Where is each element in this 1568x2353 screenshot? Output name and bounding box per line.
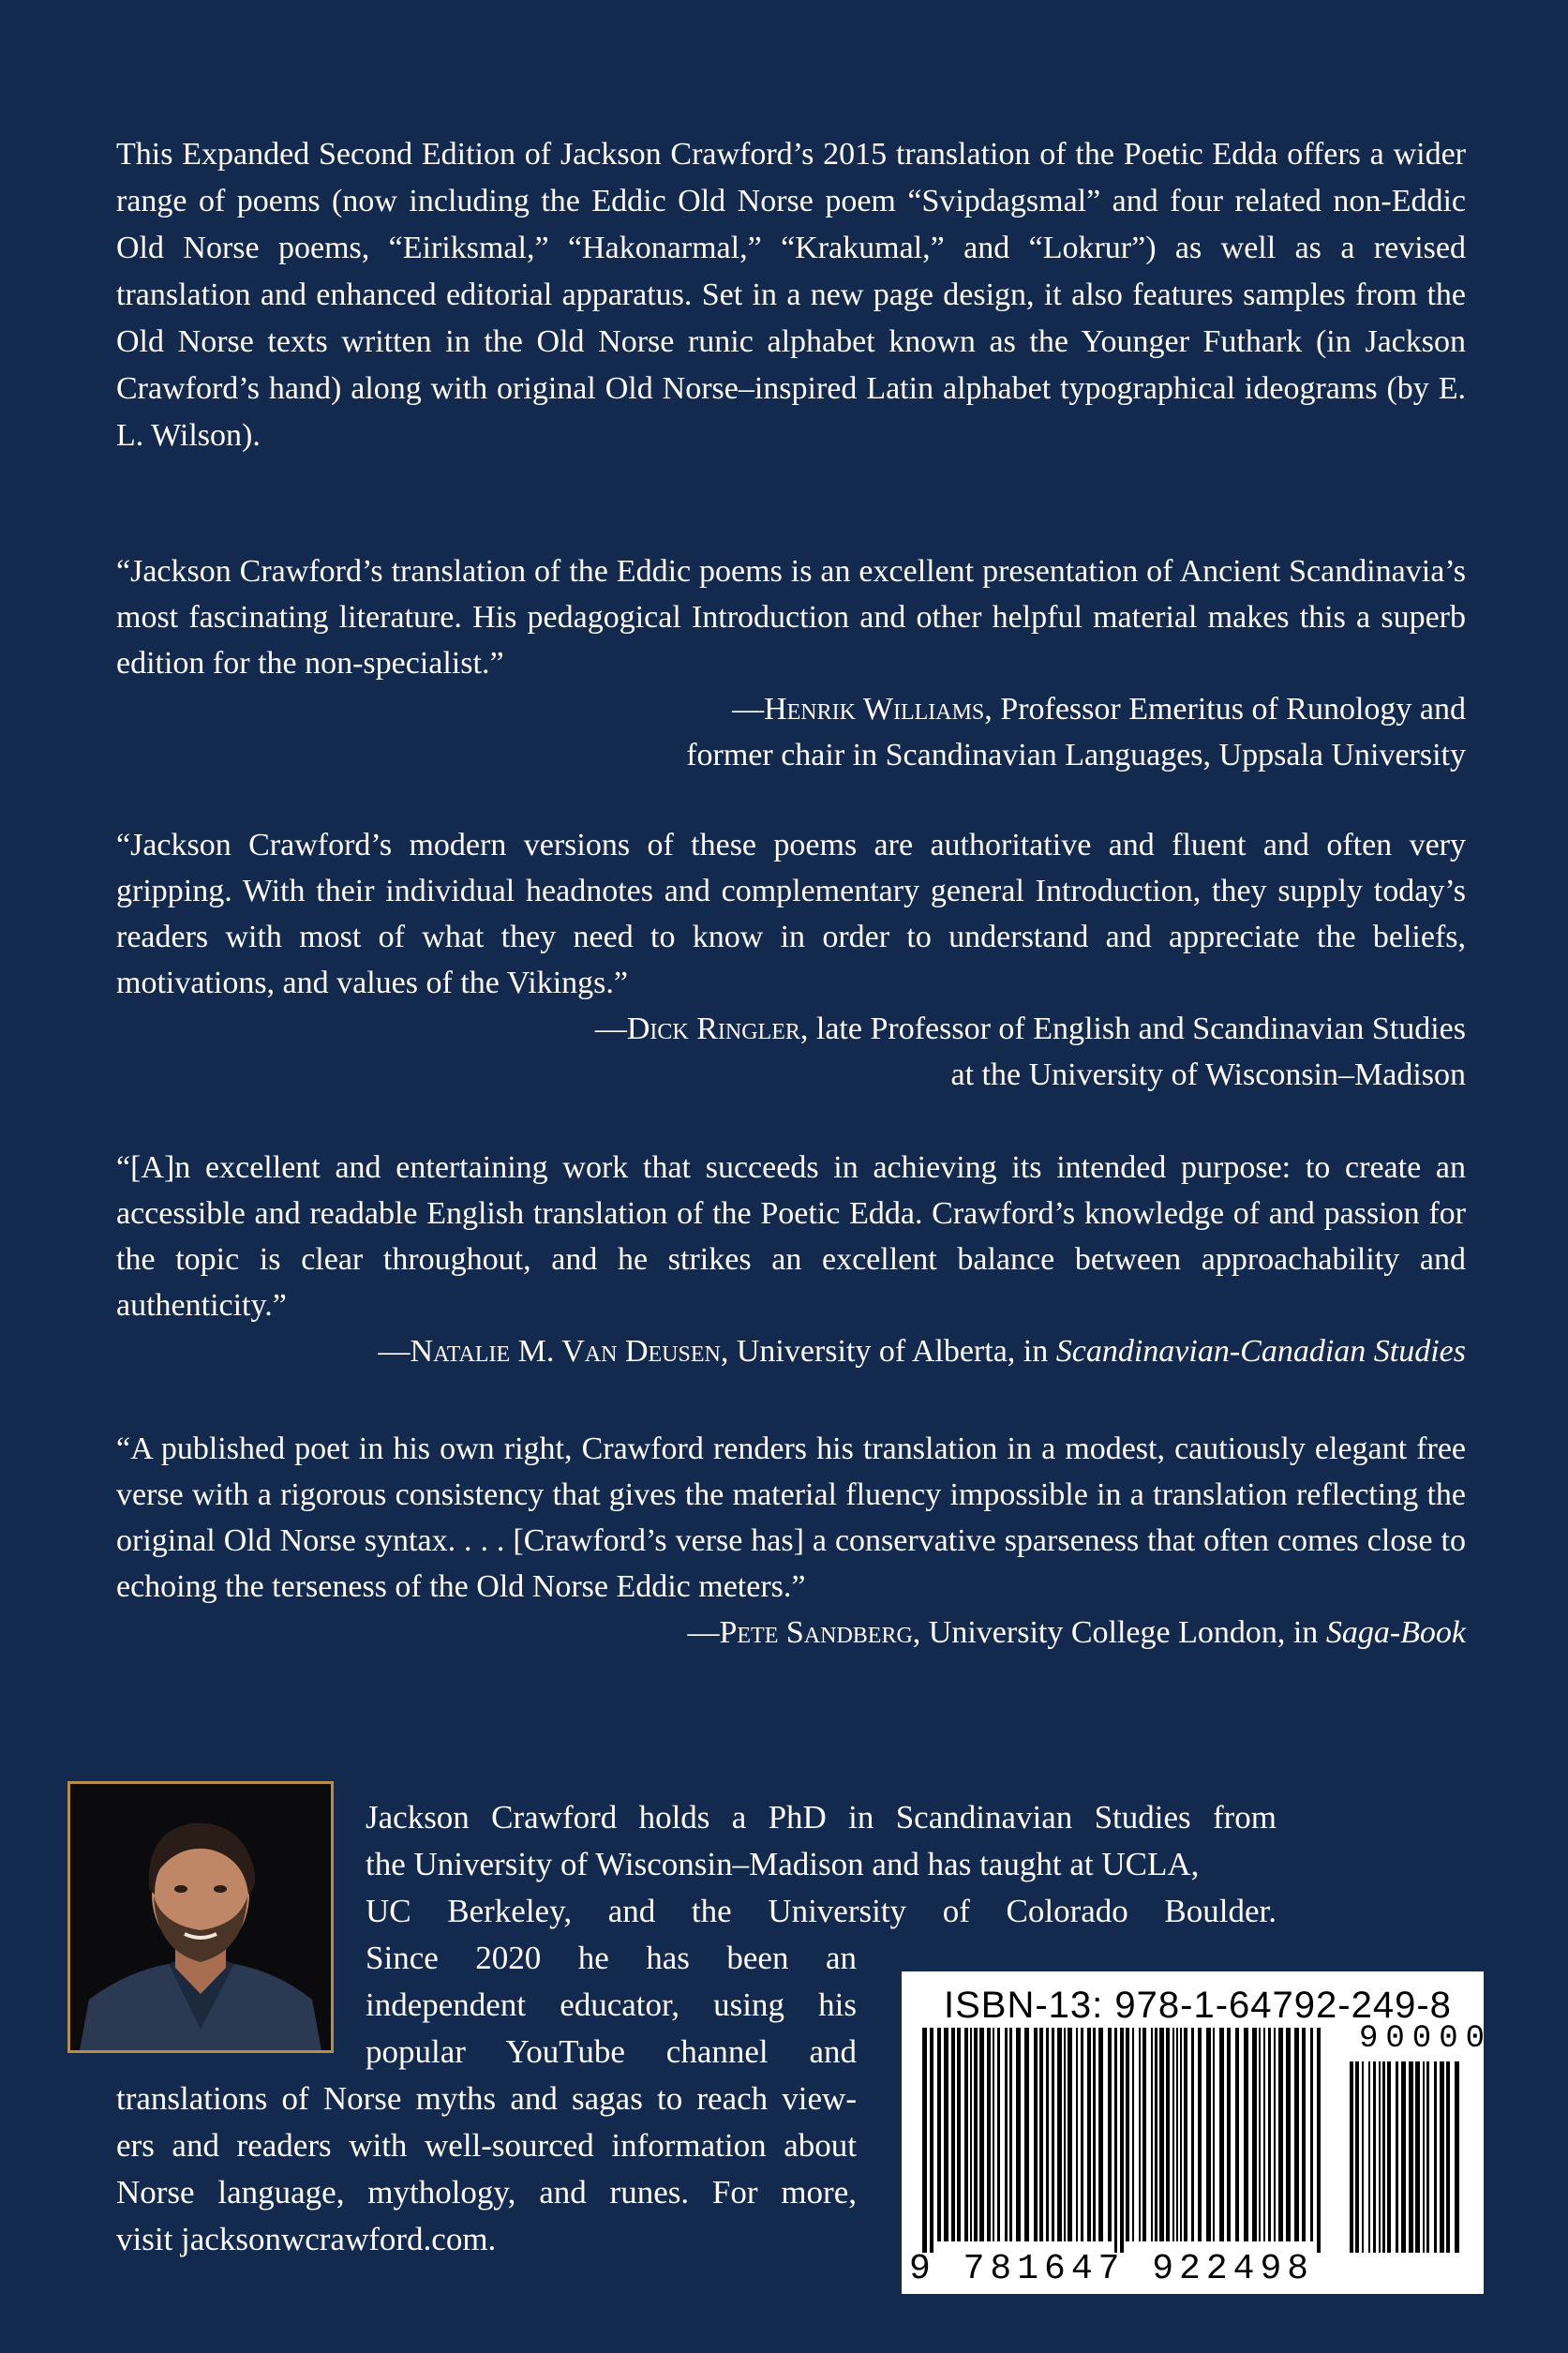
barcode-bar — [1176, 2028, 1178, 2241]
barcode-addon-bar — [1455, 2061, 1459, 2253]
barcode-addon-bar — [1355, 2061, 1359, 2253]
barcode-bar — [1087, 2028, 1091, 2241]
barcode-bar — [1191, 2028, 1194, 2241]
barcode-bar — [1139, 2028, 1141, 2241]
review-attribution — [116, 1328, 1466, 1374]
review-quote: “Jackson Crawford’s translation of the Eddic poems is an excellent presentation of Ancient Scandinavia’s most fascinating literature. His pedagogical Introduction and other helpful material makes this a superb edition for the non-specialist.” — [116, 554, 1466, 681]
reviewer-name: Henrik Williams — [764, 692, 985, 727]
bio-line: independent educator, using his — [366, 1986, 857, 2023]
barcode-bar — [1114, 2028, 1117, 2253]
reviewer-title: , late Professor of English and Scandinavian Studies — [799, 1012, 1466, 1046]
barcode-bar — [974, 2028, 978, 2241]
publication-title: Saga-Book — [1325, 1615, 1466, 1650]
barcode-addon-bar — [1362, 2061, 1364, 2253]
barcode-bar — [987, 2028, 991, 2241]
barcode-bar — [944, 2028, 948, 2241]
reviewer-name: Pete Sandberg — [719, 1615, 913, 1650]
bio-line: visit jacksonwcrawford.com. — [116, 2221, 497, 2257]
barcode-bar — [997, 2028, 1000, 2241]
review-attribution — [116, 686, 1466, 732]
barcode-bar — [1024, 2028, 1029, 2241]
barcode-bar — [1052, 2028, 1054, 2241]
barcode-bar — [1302, 2028, 1306, 2241]
barcode-digits: 9 781647 922498 — [909, 2249, 1315, 2289]
barcode-bar — [1227, 2028, 1231, 2241]
barcode-bar — [1172, 2028, 1174, 2241]
bio-line: Jackson Crawford holds a PhD in Scandinavian Studies from — [366, 1799, 1277, 1836]
barcode-bar — [1155, 2028, 1157, 2241]
barcode-bar — [1166, 2028, 1170, 2241]
barcode-bar — [1252, 2028, 1257, 2241]
bio-line: ers and readers with well-sourced information about — [116, 2127, 857, 2164]
barcode-bar — [1120, 2028, 1124, 2253]
barcode-bar — [979, 2028, 984, 2241]
isbn-label: ISBN-13: 978-1-64792-249-8 — [944, 1985, 1452, 2026]
reviewer-name: Natalie M. Van Deusen — [410, 1334, 721, 1369]
barcode-addon-bar — [1446, 2061, 1450, 2253]
barcode-bar — [951, 2028, 955, 2241]
barcode-addon-bar — [1379, 2061, 1381, 2253]
dash: — — [594, 1012, 627, 1046]
barcode-bar — [922, 2028, 927, 2253]
barcode-bar — [993, 2028, 994, 2241]
isbn-barcode — [902, 1971, 1493, 2294]
barcode-bar — [1263, 2028, 1265, 2241]
barcode-bar — [1198, 2028, 1202, 2241]
barcode-bar — [1278, 2028, 1283, 2241]
barcode-bar — [1034, 2028, 1038, 2241]
publication-title: Scandinavian-Canadian Studies — [1055, 1334, 1466, 1369]
barcode-addon-bar — [1423, 2061, 1425, 2253]
reviewer-affiliation: at the University of Wisconsin–Madison — [950, 1057, 1466, 1092]
barcode-bar — [1213, 2028, 1215, 2241]
barcode-addon-bar — [1401, 2061, 1406, 2253]
barcode-addon-bar — [1415, 2061, 1420, 2253]
review-1 — [116, 548, 1466, 778]
dash: — — [732, 692, 765, 727]
barcode-bar — [1098, 2028, 1103, 2241]
barcode-bar — [1039, 2028, 1043, 2241]
barcode-bar — [1206, 2028, 1211, 2241]
author-photo — [67, 1781, 334, 2053]
bio-line: popular YouTube channel and — [366, 2033, 857, 2070]
reviewer-affiliation: , University of Alberta, in — [720, 1334, 1056, 1369]
barcode-bar — [1076, 2028, 1078, 2241]
barcode-addon-bar — [1426, 2061, 1429, 2253]
review-quote: “[A]n excellent and entertaining work that succeeds in achieving its intended purpose: to create an accessible and readable English translation of the Poetic Edda. Crawford’s knowledge of and passion for the topic is clear throughout, and he strikes an excellent balance between approachability and authenticity.” — [116, 1150, 1466, 1323]
barcode-bar — [1064, 2028, 1066, 2241]
reviewer-title: , Professor Emeritus of Runology and — [984, 692, 1466, 727]
barcode-bar — [1093, 2028, 1096, 2241]
review-attribution — [116, 1610, 1466, 1656]
review-3 — [116, 1145, 1466, 1374]
reviewer-affiliation: former chair in Scandinavian Languages, Uppsala University — [686, 738, 1466, 772]
barcode-bar — [1016, 2028, 1021, 2241]
barcode-bar — [1081, 2028, 1083, 2241]
review-4 — [116, 1426, 1466, 1656]
barcode-bar — [1108, 2028, 1112, 2241]
bio-line: Since 2020 he has been an — [366, 1940, 857, 1976]
review-quote: “Jackson Crawford’s modern versions of these poems are authoritative and fluent and often very gripping. With their individual headnotes and complementary general Introduction, they supply today’s readers with most of what they need to know in order to understand and appreciate the beliefs, motivations, and values of the Vikings.” — [116, 828, 1466, 1000]
barcode-bar — [1057, 2028, 1062, 2241]
barcode-bar — [930, 2028, 933, 2253]
barcode-bar — [1294, 2028, 1299, 2241]
barcode-bar — [964, 2028, 968, 2241]
barcode-bar — [1151, 2028, 1153, 2241]
review-2 — [116, 822, 1466, 1098]
barcode-addon-bar — [1387, 2061, 1391, 2253]
reviewer-affiliation: , University College London, in — [912, 1615, 1326, 1650]
book-description: This Expanded Second Edition of Jackson Crawford’s 2015 translation of the Poetic Edda offers a wider range of poems (now including the Eddic Old Norse poem “Svipdagsmal” and four related non-Eddic Old Norse poems, “Eiriksmal,” “Hakonarmal,” “Krakumal,” and “Lokrur”) as well as a revised translation and enhanced editorial apparatus. Set in a new page design, it also features samples from the Old Norse texts written in the Old Norse runic alphabet known as the Younger Futhark (in Jackson Crawford’s hand) along with original Old Norse–inspired Latin alphabet typographical ideograms (by E. L. Wilson). — [116, 137, 1466, 453]
barcode-addon-bar — [1350, 2061, 1353, 2253]
barcode-bar — [1286, 2028, 1291, 2241]
dash: — — [687, 1615, 720, 1650]
barcode-bar — [1310, 2028, 1313, 2241]
barcode-addon-bar — [1368, 2061, 1370, 2253]
barcode-bar — [1180, 2028, 1182, 2241]
barcode-addon-bar — [1434, 2061, 1437, 2253]
barcode-bar — [970, 2028, 972, 2241]
bio-line: the University of Wisconsin–Madison and has taught at UCLA, — [366, 1846, 1200, 1882]
barcode-bar — [1259, 2028, 1261, 2241]
barcode-bar — [1235, 2028, 1239, 2241]
bio-line: Norse language, mythology, and runes. For more, — [116, 2174, 857, 2211]
barcode-bar — [1219, 2028, 1224, 2241]
barcode-addon-bar — [1373, 2061, 1376, 2253]
barcode-bar — [1274, 2028, 1276, 2241]
barcode-bar — [1009, 2028, 1012, 2241]
barcode-bar — [1132, 2028, 1134, 2241]
review-quote: “A published poet in his own right, Crawford renders his translation in a modest, cautiously elegant free verse with a rigorous consistency that gives the material fluency impossible in a translation reflecting the original Old Norse syntax. . . . [Crawford’s verse has] a conservative sparseness that often comes close to echoing the terseness of the Old Norse Eddic meters.” — [116, 1431, 1466, 1604]
barcode-bars — [902, 1971, 1484, 2294]
barcode-bar — [1268, 2028, 1271, 2241]
barcode-bar — [1005, 2028, 1008, 2241]
dash: — — [378, 1334, 411, 1369]
barcode-bar — [1068, 2028, 1072, 2241]
barcode-addon-bar — [1409, 2061, 1413, 2253]
barcode-addon-bar — [1396, 2061, 1398, 2253]
reviewer-name: Dick Ringler — [626, 1012, 800, 1046]
author-portrait-image — [70, 1784, 331, 2050]
bio-line: translations of Norse myths and sagas to reach view- — [116, 2080, 857, 2117]
barcode-bar — [937, 2028, 941, 2241]
barcode-bar — [1142, 2028, 1146, 2241]
barcode-bar — [1184, 2028, 1187, 2241]
barcode-bar — [1317, 2028, 1321, 2253]
barcode-bar — [1244, 2028, 1248, 2241]
barcode-bar — [957, 2028, 961, 2241]
barcode-bar — [1159, 2028, 1164, 2241]
price-code: 90000 — [1359, 2021, 1493, 2057]
barcode-bar — [1046, 2028, 1049, 2241]
barcode-bar — [1126, 2028, 1129, 2241]
barcode-addon-bar — [1440, 2061, 1444, 2253]
review-attribution — [116, 1006, 1466, 1052]
bio-line: UC Berkeley, and the University of Colorado Boulder. — [366, 1893, 1277, 1929]
barcode-addon-bar — [1382, 2061, 1385, 2253]
